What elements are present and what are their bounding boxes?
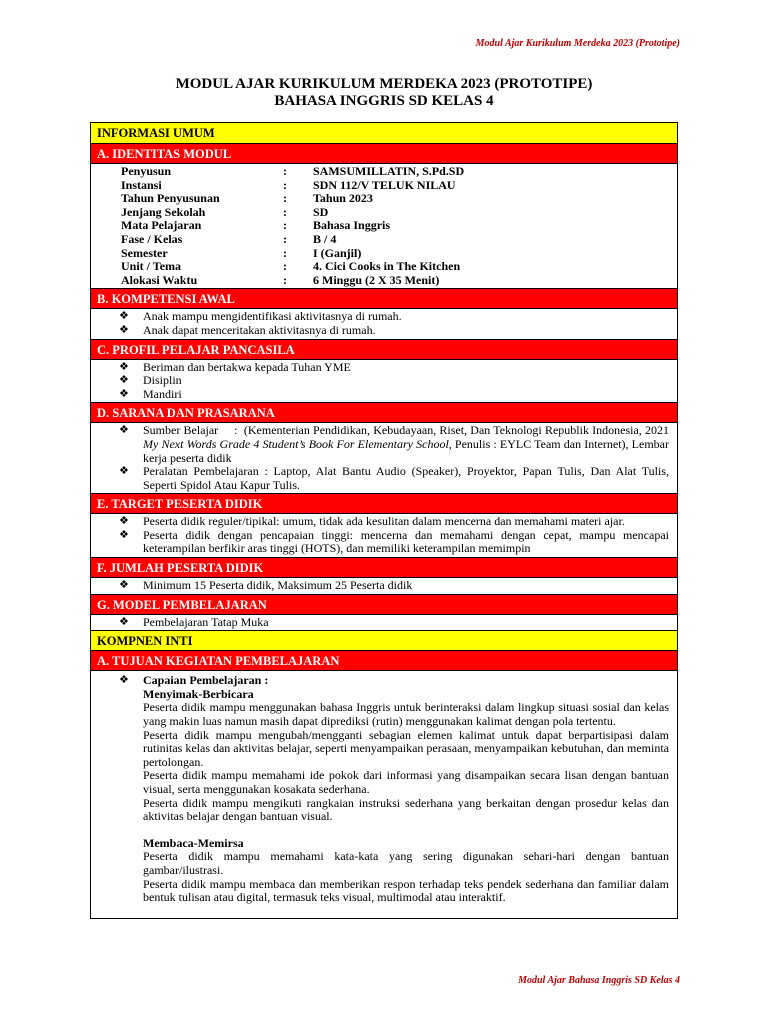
list-item: ❖ Peralatan Pembelajaran : Laptop, Alat Bantu Audio (Speaker), Proyektor, Papan Tulis, Dan Alat Tulis, Seperti Spidol Atau Kapur Tulis. — [119, 464, 669, 492]
list-item: ❖ Beriman dan bertakwa kepada Tuhan YME — [119, 359, 351, 374]
field-label: Fase / Kelas — [121, 231, 183, 246]
field-value: B / 4 — [313, 231, 337, 246]
identitas-row — [121, 206, 669, 220]
list-item: ❖ Mandiri — [119, 386, 182, 401]
jumlah-list — [119, 579, 669, 593]
field-colon: : — [283, 218, 287, 233]
list-item — [119, 674, 669, 688]
subheading-membaca: Membaca-Memirsa — [143, 835, 244, 850]
bullet-diamond-icon: ❖ — [119, 465, 129, 478]
section-profil-heading: C. PROFIL PELAJAR PANCASILA — [91, 340, 677, 360]
field-label: Mata Pelajaran — [121, 218, 202, 233]
model-body — [91, 615, 677, 632]
field-label: Penyusun — [121, 164, 172, 178]
bullet-diamond-icon: ❖ — [119, 515, 129, 528]
bullet-diamond-icon: ❖ — [119, 360, 129, 373]
module-table — [90, 122, 678, 919]
list-item: ❖ Peserta didik reguler/tipikal: umum, tidak ada kesulitan dalam mencerna dan memahami materi ajar. — [119, 514, 625, 529]
profil-list — [119, 361, 669, 402]
field-value: 6 Minggu (2 X 35 Menit) — [313, 272, 440, 287]
paragraph: Peserta didik mampu mengikuti rangkaian instruksi sederhana yang berkaitan dengan prosedur kelas dan aktivitas belajar dengan bantuan visual. — [143, 795, 669, 824]
identitas-row — [121, 247, 669, 261]
section-informasi-umum: INFORMASI UMUM — [91, 123, 677, 144]
field-value: Tahun 2023 — [313, 191, 373, 206]
list-item: ❖ Minimum 15 Peserta didik, Maksimum 25 Peserta didik — [119, 578, 413, 593]
identitas-row — [121, 260, 669, 274]
list-item: ❖ Disiplin — [119, 373, 182, 388]
capaian-label: Capaian Pembelajaran : — [143, 673, 269, 688]
list-item: ❖ Sumber Belajar : (Kementerian Pendidikan, Kebudayaan, Riset, Dan Teknologi Republik Indonesia, 2021 My Next Words Grade 4 Student’s Book For Elementary School, Penulis : EYLC Team dan Internet), Lembar kerja peserta didik — [119, 423, 672, 465]
identitas-row — [121, 179, 669, 193]
list-item: ❖ Anak mampu mengidentifikasi aktivitasnya di rumah. — [119, 309, 402, 324]
field-colon: : — [283, 177, 287, 192]
identitas-row — [121, 219, 669, 233]
field-colon: : — [283, 164, 287, 178]
book-title: My Next Words Grade 4 Student’s Book For Elementary School, — [143, 436, 452, 451]
paragraph: Peserta didik mampu menggunakan bahasa Inggris untuk berinteraksi dalam lingkup situasi sosial dan kelas yang makin luas namun masih dapat diprediksi (rutin) menggunakan kalimat dengan pola tertentu. — [143, 700, 669, 729]
page-title — [0, 76, 768, 110]
bullet-diamond-icon: ❖ — [119, 579, 129, 592]
paragraph: Peserta didik mampu memahami kata-kata yang sering digunakan sehari-hari dengan bantuan gambar/ilustrasi. — [143, 849, 669, 877]
section-sarana-heading: D. SARANA DAN PRASARANA — [91, 403, 677, 423]
field-label: Tahun Penyusunan — [121, 191, 220, 206]
kompetensi-body — [91, 309, 677, 339]
bullet-diamond-icon: ❖ — [119, 674, 129, 687]
paragraph: Peserta didik mampu memahami ide pokok dari informasi yang disampaikan secara lisan dengan bantuan visual, serta menggunakan kosakata sederhana. — [143, 768, 669, 796]
bullet-diamond-icon: ❖ — [119, 528, 129, 541]
jumlah-body — [91, 578, 677, 595]
section-target-heading: E. TARGET PESERTA DIDIK — [91, 494, 677, 514]
field-label: Jenjang Sekolah — [121, 204, 206, 219]
section-tujuan-heading: A. TUJUAN KEGIATAN PEMBELAJARAN — [91, 651, 677, 671]
field-label: Unit / Tema — [121, 259, 182, 274]
field-colon: : — [283, 272, 287, 287]
bullet-diamond-icon: ❖ — [119, 615, 129, 628]
section-kompetensi-heading: B. KOMPETENSI AWAL — [91, 289, 677, 309]
field-colon: : — [283, 204, 287, 219]
sarana-list — [119, 423, 672, 492]
header-note: Modul Ajar Kurikulum Merdeka 2023 (Prototipe) — [475, 38, 680, 49]
sarana-body — [91, 423, 677, 494]
target-body — [91, 514, 677, 558]
section-model-heading: G. MODEL PEMBELAJARAN — [91, 595, 677, 615]
tujuan-body — [91, 671, 677, 918]
identitas-row — [121, 233, 669, 247]
field-label: Semester — [121, 245, 168, 260]
kompetensi-list — [119, 310, 669, 337]
field-label: Instansi — [121, 177, 162, 192]
bullet-diamond-icon: ❖ — [119, 374, 129, 387]
section-komponen-inti: KOMPNEN INTI — [91, 631, 677, 651]
tujuan-list — [119, 674, 669, 688]
list-item: ❖ Peserta didik dengan pencapaian tinggi: mencerna dan memahami dengan cepat, mampu mencapai keterampilan berfikir aras tinggi (HOTS), dan memiliki keterampilan memimpin — [119, 527, 669, 556]
field-colon: : — [283, 231, 287, 246]
field-colon: : — [283, 259, 287, 274]
model-list — [119, 616, 669, 630]
title-line-2: BAHASA INGGRIS SD KELAS 4 — [274, 93, 494, 109]
paragraph: Peserta didik mampu mengubah/mengganti sebagian elemen kalimat untuk dapat berpartisipasi dalam rutinitas kelas dan aktivitas belajar, seperti menyampaikan perasaan, menyampaikan kebutuhan, dan meminta pertolongan. — [143, 727, 670, 769]
field-value: I (Ganjil) — [313, 245, 362, 260]
section-jumlah-heading: F. JUMLAH PESERTA DIDIK — [91, 558, 677, 578]
target-list — [119, 515, 669, 556]
field-label: Alokasi Waktu — [121, 272, 198, 287]
identitas-row — [121, 165, 669, 179]
bullet-diamond-icon: ❖ — [119, 424, 129, 437]
bullet-diamond-icon: ❖ — [119, 387, 129, 400]
list-item: ❖ Anak dapat menceritakan aktivitasnya di rumah. — [119, 322, 376, 337]
identitas-body — [91, 164, 677, 289]
spacer — [119, 824, 669, 837]
field-value: SAMSUMILLATIN, S.Pd.SD — [313, 164, 465, 178]
field-colon: : — [283, 245, 287, 260]
field-colon: : — [283, 191, 287, 206]
bullet-diamond-icon: ❖ — [119, 310, 129, 323]
identitas-row — [121, 192, 669, 206]
field-value: SDN 112/V TELUK NILAU — [313, 177, 456, 192]
footer-note: Modul Ajar Bahasa Inggris SD Kelas 4 — [518, 975, 680, 986]
subheading-menyimak: Menyimak-Berbicara — [143, 686, 254, 701]
list-item: ❖ Pembelajaran Tatap Muka — [119, 614, 269, 629]
bullet-diamond-icon: ❖ — [119, 323, 129, 336]
profil-body — [91, 360, 677, 404]
identitas-row — [121, 274, 669, 288]
section-identitas-heading: A. IDENTITAS MODUL — [91, 144, 677, 164]
title-line-1: MODUL AJAR KURIKULUM MERDEKA 2023 (PROTOTIPE) — [175, 76, 593, 92]
field-value: 4. Cici Cooks in The Kitchen — [313, 259, 461, 274]
field-value: Bahasa Inggris — [313, 218, 391, 233]
field-value: SD — [313, 204, 329, 219]
paragraph: Peserta didik mampu membaca dan memberikan respon terhadap teks pendek sederhana dan familiar dalam bentuk tulisan atau digital, termasuk teks visual, multimodal atau interaktif. — [143, 876, 669, 905]
